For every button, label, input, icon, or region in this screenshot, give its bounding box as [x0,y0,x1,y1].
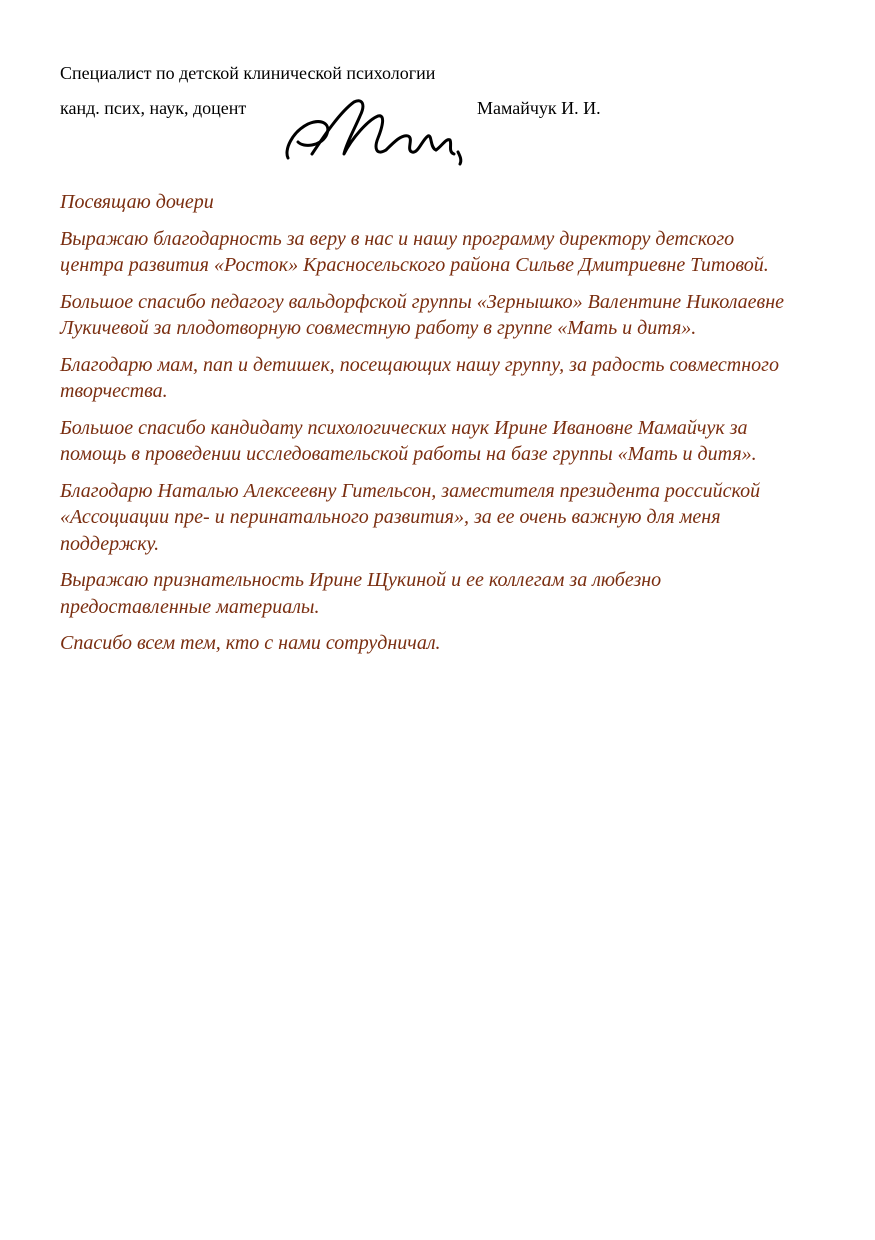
ack-paragraph-lukicheva: Большое спасибо педагогу вальдорфской группы «Зернышко» Валентине Николаевне Лукичевой за плодотворную совместную работу в группе «Мать и дитя». [60,290,785,339]
ack-paragraph-shchukina: Выражаю признательность Ирине Щукиной и ее коллегам за любезно предоставленные материалы. [60,569,662,618]
ack-paragraph-parents: Благодарю мам, пап и детишек, посещающих нашу группу, за радость совместного творчества. [60,353,779,402]
ack-paragraph-mamaychuk: Большое спасибо кандидату психологических наук Ирине Ивановне Мамайчук за помощь в проведении исследовательской работы на базе группы «Мать и дитя». [60,416,757,465]
ack-paragraph-dedication: Посвящаю дочери [60,191,214,213]
reviewer-degree: канд. псих, наук, доцент [60,98,247,118]
handwritten-signature [282,94,467,170]
ack-paragraph-gitelson: Благодарю Наталью Алексеевну Гительсон, заместителя президента российской «Ассоциации пре- и перинатального развития», за ее очень важную для меня поддержку. [60,479,761,555]
acknowledgements [60,189,790,667]
reviewer-title: Специалист по детской клинической психологии [60,63,436,83]
ack-paragraph-titova: Выражаю благодарность за веру в нас и нашу программу директору детского центра развития «Росток» Красносельского района Сильве Дмитриевне Титовой. [60,227,769,276]
reviewer-name: Мамайчук И. И. [477,98,601,118]
ack-paragraph-everyone: Спасибо всем тем, кто с нами сотрудничал. [60,632,441,654]
